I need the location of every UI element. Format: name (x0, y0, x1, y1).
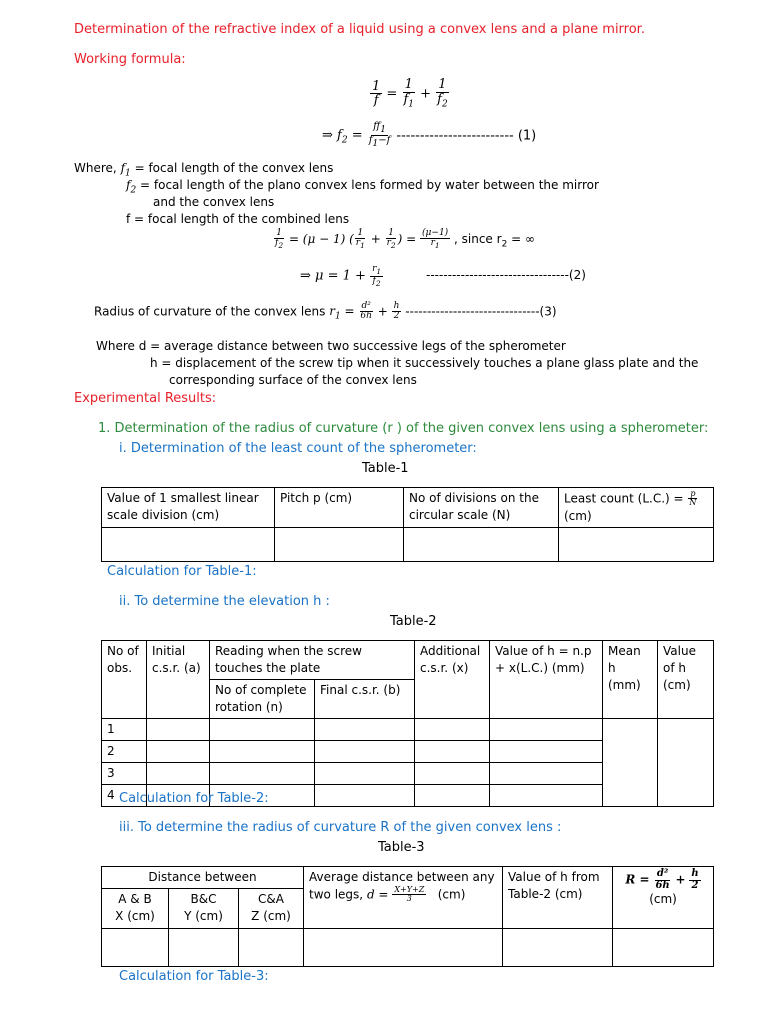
t2-cell[interactable] (147, 763, 210, 785)
equation-mu: ⇒ μ = 1 + $\frac{r_1}{f_2}$ (300, 264, 382, 288)
t2-cell[interactable] (603, 719, 658, 807)
t1-cell[interactable] (275, 527, 404, 561)
t1-header-least-count: Least count (L.C.) = $\frac{p}{N}$ (cm) (559, 488, 714, 528)
t2-header-final: Final c.s.r. (b) (315, 680, 415, 719)
where-f2: $f_2$ = focal length of the plano convex lens formed by water between the mirror (126, 178, 599, 196)
table-2 (101, 640, 714, 807)
page-title: Determination of the refractive index of a liquid using a convex lens and a plane mirror. (74, 22, 645, 37)
t2-header-value-h: Value of h = n.p + x(L.C.) (mm) (490, 641, 603, 719)
t3-header-ab: A & B X (cm) (102, 889, 169, 929)
t2-cell[interactable] (315, 719, 415, 741)
equation-combined-focal-length: $\frac{1}{f}$ = $\frac{1}{f_1}$ + $\frac{1}{f_2}$ (372, 77, 448, 110)
calc-table-2: Calculation for Table-2: (119, 791, 269, 806)
t2-cell[interactable] (415, 741, 490, 763)
t2-row-label: 1 (102, 719, 147, 741)
where-f: f = focal length of the combined lens (126, 212, 350, 226)
where-h: h = displacement of the screw tip when it successively touches a plane glass plate and the (150, 356, 699, 370)
t1-header-smallest-division: Value of 1 smallest linear scale division (cm) (102, 488, 275, 528)
sub-iii-heading: iii. To determine the radius of curvature R of the given convex lens : (119, 820, 562, 835)
t2-cell[interactable] (210, 719, 315, 741)
working-formula-heading: Working formula: (74, 52, 186, 67)
where-f2-cont: and the convex lens (153, 195, 275, 209)
t3-header-h: Value of h from Table-2 (cm) (503, 867, 613, 929)
t3-header-ca: C&A Z (cm) (239, 889, 304, 929)
t3-cell[interactable] (169, 929, 239, 967)
where-f1: Where, $f_1$ = focal length of the convex lens (74, 161, 334, 179)
equation-1-label: ------------------------- (1) (396, 128, 537, 144)
t2-header-value-cm: Value of h (cm) (658, 641, 714, 719)
sub-i-heading: i. Determination of the least count of the spherometer: (119, 441, 477, 456)
t1-header-pitch: Pitch p (cm) (275, 488, 404, 528)
t2-header-initial: Initial c.s.r. (a) (147, 641, 210, 719)
table-1 (101, 487, 714, 562)
t3-header-average: Average distance between any two legs, d = $\frac{X+Y+Z}{3}$ (cm) (304, 867, 503, 929)
where-d: Where d = average distance between two successive legs of the spherometer (96, 339, 566, 353)
t2-row-label: 4 (102, 785, 147, 807)
t2-cell[interactable] (490, 763, 603, 785)
radius-equation: Radius of curvature of the convex lens $r_1$ = $\frac{\text{d²}}{6h}$ + $\frac{h}{2}$ -------------------------------(3) (94, 301, 557, 322)
t2-cell[interactable] (147, 719, 210, 741)
t2-cell[interactable] (415, 785, 490, 807)
t3-cell[interactable] (503, 929, 613, 967)
equation-2-label: ---------------------------------(2) (426, 268, 586, 282)
t2-header-no: No of obs. (102, 641, 147, 719)
t2-header-complete: No of complete rotation (n) (210, 680, 315, 719)
t2-cell[interactable] (490, 785, 603, 807)
equation-lens-maker: $\frac{1}{f_2}$ = (μ − 1) ( $\frac{1}{r_1}$ + $\frac{1}{r_2}$ ) = $\frac{(\mu-1)}{r_1}$ , since $r_2$ = ∞ (275, 228, 536, 251)
t2-header-additional: Additional c.s.r. (x) (415, 641, 490, 719)
t3-header-distance: Distance between (102, 867, 304, 889)
t2-cell[interactable] (315, 763, 415, 785)
sub-ii-heading: ii. To determine the elevation h : (119, 594, 330, 609)
t2-cell[interactable] (315, 785, 415, 807)
table-3 (101, 866, 714, 967)
t3-cell[interactable] (102, 929, 169, 967)
t3-cell[interactable] (304, 929, 503, 967)
t2-row-label: 2 (102, 741, 147, 763)
t1-cell[interactable] (102, 527, 275, 561)
t2-cell[interactable] (415, 763, 490, 785)
calc-table-1: Calculation for Table-1: (107, 564, 257, 579)
t3-cell[interactable] (613, 929, 714, 967)
table-2-title: Table-2 (390, 614, 437, 629)
calc-table-3: Calculation for Table-3: (119, 969, 269, 984)
t3-header-bc: B&C Y (cm) (169, 889, 239, 929)
t1-cell[interactable] (559, 527, 714, 561)
equation-f2: ⇒ $f_2$ = $\frac{ff_1}{f_1-f}$ ------------------------- (1) (322, 121, 537, 150)
t2-cell[interactable] (315, 741, 415, 763)
t2-cell[interactable] (490, 719, 603, 741)
t3-header-R: R = $\frac{\text{d²}}{6h}$ + $\frac{h}{2}$ (cm) (613, 867, 714, 929)
t2-cell[interactable] (147, 741, 210, 763)
table-1-title: Table-1 (362, 461, 409, 476)
t1-header-divisions: No of divisions on the circular scale (N) (404, 488, 559, 528)
t2-cell[interactable] (415, 719, 490, 741)
t2-row-label: 3 (102, 763, 147, 785)
experimental-results-heading: Experimental Results: (74, 391, 217, 406)
t3-cell[interactable] (239, 929, 304, 967)
t2-header-mean: Mean h (mm) (603, 641, 658, 719)
where-h-cont: corresponding surface of the convex lens (169, 373, 417, 387)
t2-cell[interactable] (210, 763, 315, 785)
t2-cell[interactable] (490, 741, 603, 763)
t2-cell[interactable] (210, 741, 315, 763)
table-3-title: Table-3 (378, 840, 425, 855)
item-1-heading: 1. Determination of the radius of curvature (r ) of the given convex lens using a spherometer: (98, 421, 709, 436)
t1-cell[interactable] (404, 527, 559, 561)
t2-header-reading: Reading when the screw touches the plate (210, 641, 415, 680)
t2-cell[interactable] (658, 719, 714, 807)
